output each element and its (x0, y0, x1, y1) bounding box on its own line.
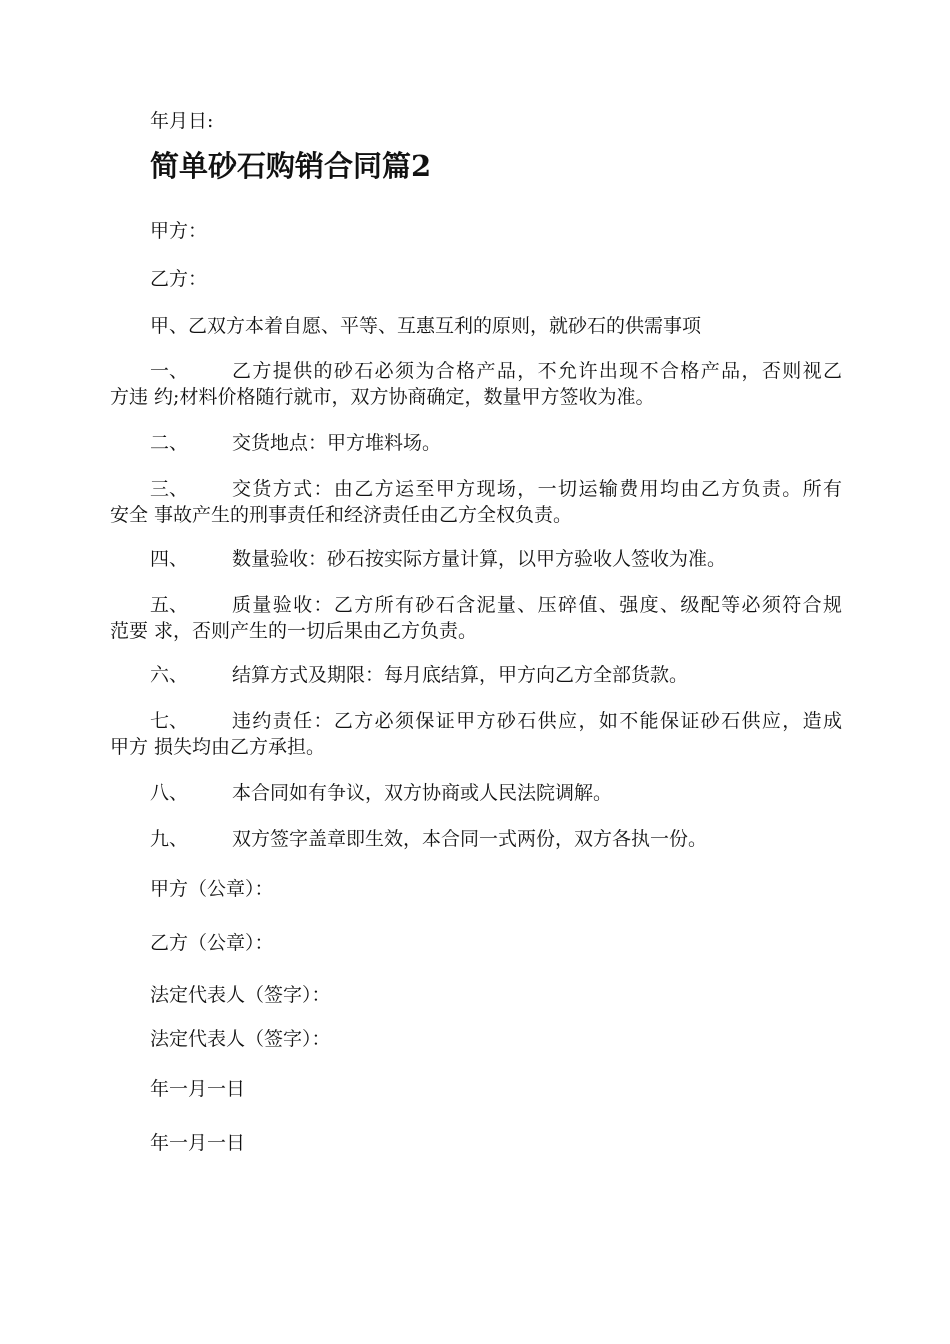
clause-text: 结算方式及期限：每月底结算，甲方向乙方全部货款。 (232, 664, 689, 686)
legal-rep-a-label: 法定代表人（签字）： (150, 984, 331, 1006)
clause-number: 一、 (150, 360, 189, 382)
intro-paragraph: 甲、乙双方本着自愿、平等、互惠互利的原则，就砂石的供需事项 (150, 315, 702, 337)
signature-date-a: 年一月一日 (150, 1078, 246, 1100)
clause-number: 二、 (150, 432, 189, 454)
legal-rep-b-label: 法定代表人（签字）： (150, 1028, 331, 1050)
clause-number: 三、 (150, 478, 189, 500)
clause-text: 乙方提供的砂石必须为合格产品，不允许出现不合格产品，否则视乙 (232, 360, 842, 382)
party-a-label: 甲方： (150, 220, 208, 242)
signature-date-b: 年一月一日 (150, 1132, 246, 1154)
clause-text-continued: 范要 求，否则产生的一切后果由乙方负责。 (110, 620, 478, 642)
clause-number: 五、 (150, 594, 189, 616)
clause-number: 四、 (150, 548, 189, 570)
header-date: 年月日: (150, 110, 214, 132)
clause-text: 数量验收：砂石按实际方量计算，以甲方验收人签收为准。 (232, 548, 727, 570)
clause-text: 质量验收：乙方所有砂石含泥量、压碎值、强度、级配等必须符合规 (232, 594, 842, 616)
clause-number: 九、 (150, 828, 189, 850)
clause-text: 交货地点：甲方堆料场。 (232, 432, 442, 454)
document-title: 简单砂石购销合同篇2 (150, 149, 432, 183)
clause-text-continued: 甲方 损失均由乙方承担。 (110, 736, 326, 758)
clause-text: 交货方式：由乙方运至甲方现场，一切运输费用均由乙方负责。所有 (232, 478, 842, 500)
party-b-seal-label: 乙方（公章）： (150, 932, 274, 954)
clause-text-continued: 安全 事故产生的刑事责任和经济责任由乙方全权负责。 (110, 504, 573, 526)
clause-number: 六、 (150, 664, 189, 686)
party-a-seal-label: 甲方（公章）： (150, 878, 274, 900)
clause-number: 七、 (150, 710, 189, 732)
clause-text: 违约责任：乙方必须保证甲方砂石供应，如不能保证砂石供应，造成 (232, 710, 842, 732)
party-b-label: 乙方： (150, 268, 208, 290)
clause-text-continued: 方违 约;材料价格随行就市，双方协商确定，数量甲方签收为准。 (110, 386, 655, 408)
clause-text: 双方签字盖章即生效，本合同一式两份，双方各执一份。 (232, 828, 708, 850)
clause-text: 本合同如有争议，双方协商或人民法院调解。 (232, 782, 613, 804)
clause-number: 八、 (150, 782, 189, 804)
